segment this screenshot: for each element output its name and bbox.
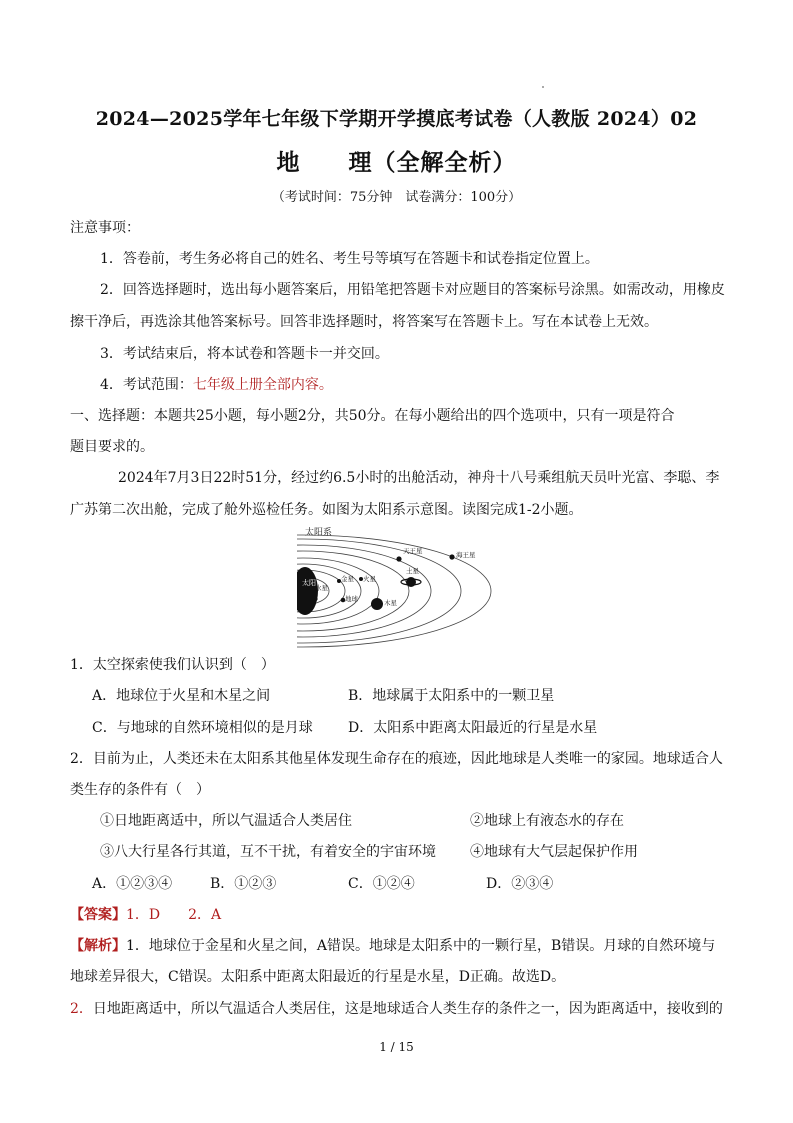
q2-statement-4: ④地球有大气层起保护作用 [470, 844, 638, 860]
notice-item-4-scope: 七年级上册全部内容。 [192, 377, 333, 393]
q2-option-a: A．①②③④ [92, 876, 173, 892]
notice-item-4 [100, 374, 333, 394]
q2-option-b: B．①②③ [210, 876, 277, 892]
q2-option-c: C．①②④ [348, 876, 415, 892]
label-mars: 火星 [363, 575, 376, 583]
label-sun: 太阳 [302, 579, 316, 587]
notice-item-4-prefix: 4．考试范围： [100, 377, 193, 393]
section-1-line1: 一、选择题：本题共25小题，每小题2分，共50分。在每小题给出的四个选项中，只有一项是符合 [70, 408, 675, 424]
answer-tag: 【答案】 [70, 907, 126, 923]
q2-statement-3: ③八大行星各行其道，互不干扰，有着安全的宇宙环境 [100, 844, 436, 860]
notice-item-2-line1: 2．回答选择题时，选出每小题答案后，用铅笔把答题卡对应题目的答案标号涂黑。如需改动，用橡皮 [100, 282, 725, 298]
solar-system-diagram [297, 521, 497, 648]
label-earth: 地球 [345, 595, 358, 603]
answer-line [70, 904, 221, 924]
notice-item-1: 1．答卷前，考生务必将自己的姓名、考生号等填写在答题卡和试卷指定位置上。 [100, 251, 599, 267]
analysis-tag: 【解析】 [70, 938, 126, 954]
q1-option-a: A．地球位于火星和木星之间 [92, 688, 271, 704]
q1-option-d: D．太阳系中距离太阳最近的行星是水星 [348, 720, 598, 736]
analysis-line1 [70, 935, 715, 955]
answer-text: 1．D 2．A [126, 907, 222, 923]
q1-option-c: C．与地球的自然环境相似的是月球 [92, 720, 313, 736]
analysis-text-1: 1．地球位于金星和火星之间，A错误。地球是太阳系中的一颗行星，B错误。月球的自然环境与 [126, 938, 716, 954]
q2-stem-line2: 类生存的条件有（ ） [70, 782, 210, 798]
analysis-text-3: 日地距离适中，所以气温适合人类居住，这是地球适合人类生存的条件之一，因为距离适中，接收到的 [92, 1001, 723, 1017]
notice-item-3: 3．考试结束后，将本试卷和答题卡一并交回。 [100, 346, 389, 362]
label-saturn: 土星 [406, 567, 419, 575]
planet-jupiter [371, 598, 383, 610]
analysis-line3 [70, 998, 723, 1018]
label-neptune: 海王星 [456, 551, 476, 559]
scan-dot [542, 86, 544, 88]
planet-mercury [314, 597, 317, 600]
page-number: 1 / 15 [379, 1040, 414, 1054]
exam-info: （考试时间：75分钟 试卷满分：100分） [271, 190, 522, 205]
q2-statement-2: ②地球上有液态水的存在 [470, 813, 624, 829]
analysis-q2-number: 2． [70, 1001, 93, 1017]
planet-neptune [449, 554, 454, 559]
diagram-title: 太阳系 [305, 528, 333, 538]
notice-item-2-line2: 擦干净后，再选涂其他答案标号。回答非选择题时，将答案写在答题卡上。写在本试卷上无效。 [70, 314, 658, 330]
analysis-line2: 地球差异很大，C错误。太阳系中距离太阳最近的行星是水星，D正确。故选D。 [70, 969, 566, 985]
label-jupiter: 木星 [384, 599, 397, 607]
q2-stem-line1: 2．目前为止，人类还未在太阳系其他星体发现生命存在的痕迹，因此地球是人类唯一的家园。地球适合人 [70, 751, 723, 767]
exam-title: 2024—2025学年七年级下学期开学摸底考试卷（人教版 2024）02 [95, 108, 698, 130]
q2-statement-1: ①日地距离适中，所以气温适合人类居住 [100, 813, 352, 829]
label-uranus: 天王星 [403, 547, 423, 555]
notice-heading: 注意事项： [70, 220, 140, 236]
passage-line1: 2024年7月3日22时51分，经过约6.5小时的出舱活动，神舟十八号乘组航天员叶光富、李聪、李 [118, 470, 720, 486]
passage-line2: 广苏第二次出舱，完成了舱外巡检任务。如图为太阳系示意图。读图完成1-2小题。 [70, 502, 583, 518]
q1-stem: 1．太空探索使我们认识到（ ） [70, 657, 275, 673]
subject-title: 地 理（全解全析） [276, 149, 517, 176]
label-mercury: 水星 [315, 584, 328, 592]
q2-option-d: D．②③④ [486, 876, 554, 892]
q1-option-b: B．地球属于太阳系中的一颗卫星 [348, 688, 555, 704]
label-venus: 金星 [341, 575, 354, 583]
planet-uranus [396, 556, 401, 561]
section-1-line2: 题目要求的。 [70, 439, 154, 455]
